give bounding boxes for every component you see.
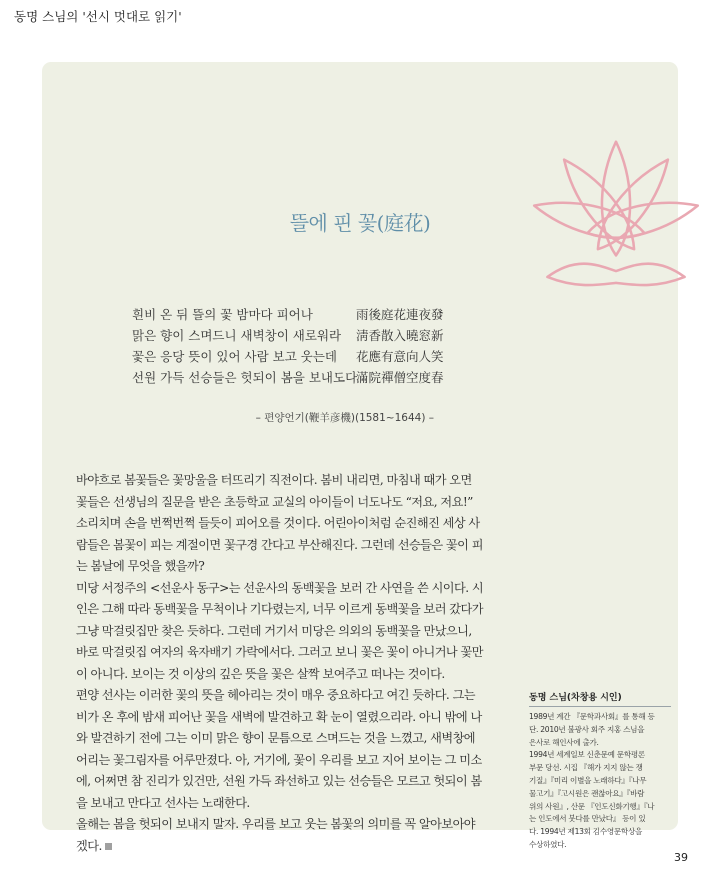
author-bio-title: 동명 스님(차창용 시인) — [529, 690, 671, 707]
article-body — [76, 470, 510, 857]
article-panel — [42, 62, 678, 853]
body-line: 바로 막걸릿집 여자의 육자배기 가락에서다. 그러고 보니 꽃은 꽃이 아니거나 꽃만 — [76, 645, 483, 659]
author-bio-line: 은사로 해인사에 출가. — [529, 737, 599, 747]
poem-line — [132, 368, 444, 389]
body-line-text: 겠다. — [76, 838, 102, 853]
author-bio-line: 부문 당선. 시집 『해가 지지 않는 쟁 — [529, 763, 643, 773]
body-line: 는 봄날에 무엇을 했을까? — [76, 559, 205, 573]
poem-line-hanja: 雨後庭花連夜發 — [356, 307, 444, 322]
page-number: 39 — [674, 851, 688, 864]
body-line: 에, 어쩌면 참 진리가 있건만, 선원 가득 좌선하고 있는 선승들은 모르고 헛되이 봄 — [76, 774, 482, 788]
author-bio — [529, 690, 671, 852]
poem-line-korean: 흰비 온 뒤 뜰의 꽃 밤마다 피어나 — [132, 307, 313, 322]
body-line: 바야흐로 봄꽃들은 꽃망울을 터뜨리기 직전이다. 봄비 내리면, 마침내 때가 오면 — [76, 473, 472, 487]
author-bio-line: 수상하였다. — [529, 839, 567, 849]
poem-attribution: – 편양언기(鞭羊彦機)(1581~1644) – — [255, 412, 434, 424]
poem-block — [132, 305, 444, 389]
body-line: 어리는 꽃그림자를 어루만졌다. 아, 거기에, 꽃이 우리를 보고 지어 보이는 그 미소 — [76, 752, 482, 767]
author-bio-line: 다. 1994년 제13회 김수영문학상을 — [529, 827, 643, 837]
author-bio-line: 단. 2010년 불광사 회주 지홍 스님을 — [529, 724, 645, 734]
author-bio-line: 기질』『미리 이별을 노래하다』『나무 — [529, 775, 647, 785]
body-line: 그냥 막걸릿집만 찾은 듯하다. 그런데 거기서 미당은 의외의 동백꽃을 만났으니, — [76, 623, 472, 638]
author-bio-line: 위의 사원』, 산문 『인도신화기행』『나 — [529, 801, 655, 811]
author-bio-line: 는 인도에서 붓다를 만났다』 등이 있 — [529, 814, 646, 824]
body-line: 비가 온 후에 밤새 피어난 꽃을 새벽에 발견하고 확 눈이 열렸으리라. 아니 밖에 나 — [76, 709, 482, 724]
poem-line — [132, 305, 444, 326]
body-line: 람들은 봄꽃이 피는 계절이면 꽃구경 간다고 부산해진다. 그런데 선승들은 꽃이 피 — [76, 537, 483, 552]
body-line: 인은 그해 따라 동백꽃을 무척이나 기다렸는지, 너무 이르게 동백꽃을 보러 갔다가 — [76, 602, 483, 616]
poem-line — [132, 347, 444, 368]
poem-line-hanja: 花應有意向人笑 — [356, 349, 444, 364]
poem-line-hanja: 滿院禪僧空度春 — [356, 370, 444, 385]
running-head: 동명 스님의 '선시 멋대로 읽기' — [14, 9, 182, 24]
author-bio-line: 1994년 세계일보 신춘문예 문학평론 — [529, 750, 645, 760]
body-line: 소리치며 손을 번쩍번쩍 들듯이 피어오를 것이다. 어린아이처럼 순진해진 세상 사 — [76, 516, 480, 530]
poem-line-korean: 꽃은 응당 뜻이 있어 사람 보고 웃는데 — [132, 349, 337, 364]
body-line-last — [76, 836, 510, 858]
article-title: 뜰에 핀 꽃(庭花) — [289, 211, 431, 235]
poem-line-korean: 선원 가득 선승들은 헛되이 봄을 보내도다 — [132, 370, 358, 385]
body-line: 을 보내고 만다고 선사는 노래한다. — [76, 795, 250, 810]
body-line: 올해는 봄을 헛되이 보내지 말자. 우리를 보고 웃는 봄꽃의 의미를 꼭 알아보아야 — [76, 817, 476, 831]
body-line: 미당 서정주의 <선운사 동구>는 선운사의 동백꽃을 보러 간 사연을 쓴 시이다. 시 — [76, 580, 484, 595]
poem-line — [132, 326, 444, 347]
poem-line-korean: 맑은 향이 스며드니 새벽창이 새로워라 — [132, 328, 342, 343]
body-line: 와 발견하기 전에 그는 이미 맑은 향이 문틈으로 스며드는 것을 느꼈고, 새벽창에 — [76, 731, 476, 745]
author-bio-line: 1989년 계간 『문학과사회』를 통해 등 — [529, 712, 655, 721]
end-mark-square-icon — [105, 843, 112, 850]
body-line: 꽃들은 선생님의 질문을 받은 초등학교 교실의 아이들이 너도나도 “저요, 저요!” — [76, 494, 473, 509]
poem-line-hanja: 淸香散入曉窓新 — [356, 328, 444, 343]
body-line: 이 아니다. 보이는 것 이상의 깊은 뜻을 꽃은 살짝 보여주고 떠나는 것이다. — [76, 666, 445, 681]
author-bio-line: 물고기』『고시원은 괜찮아요』『바람 — [529, 788, 645, 798]
body-line: 편양 선사는 이러한 꽃의 뜻을 헤아리는 것이 매우 중요하다고 여긴 듯하다. 그는 — [76, 688, 476, 702]
